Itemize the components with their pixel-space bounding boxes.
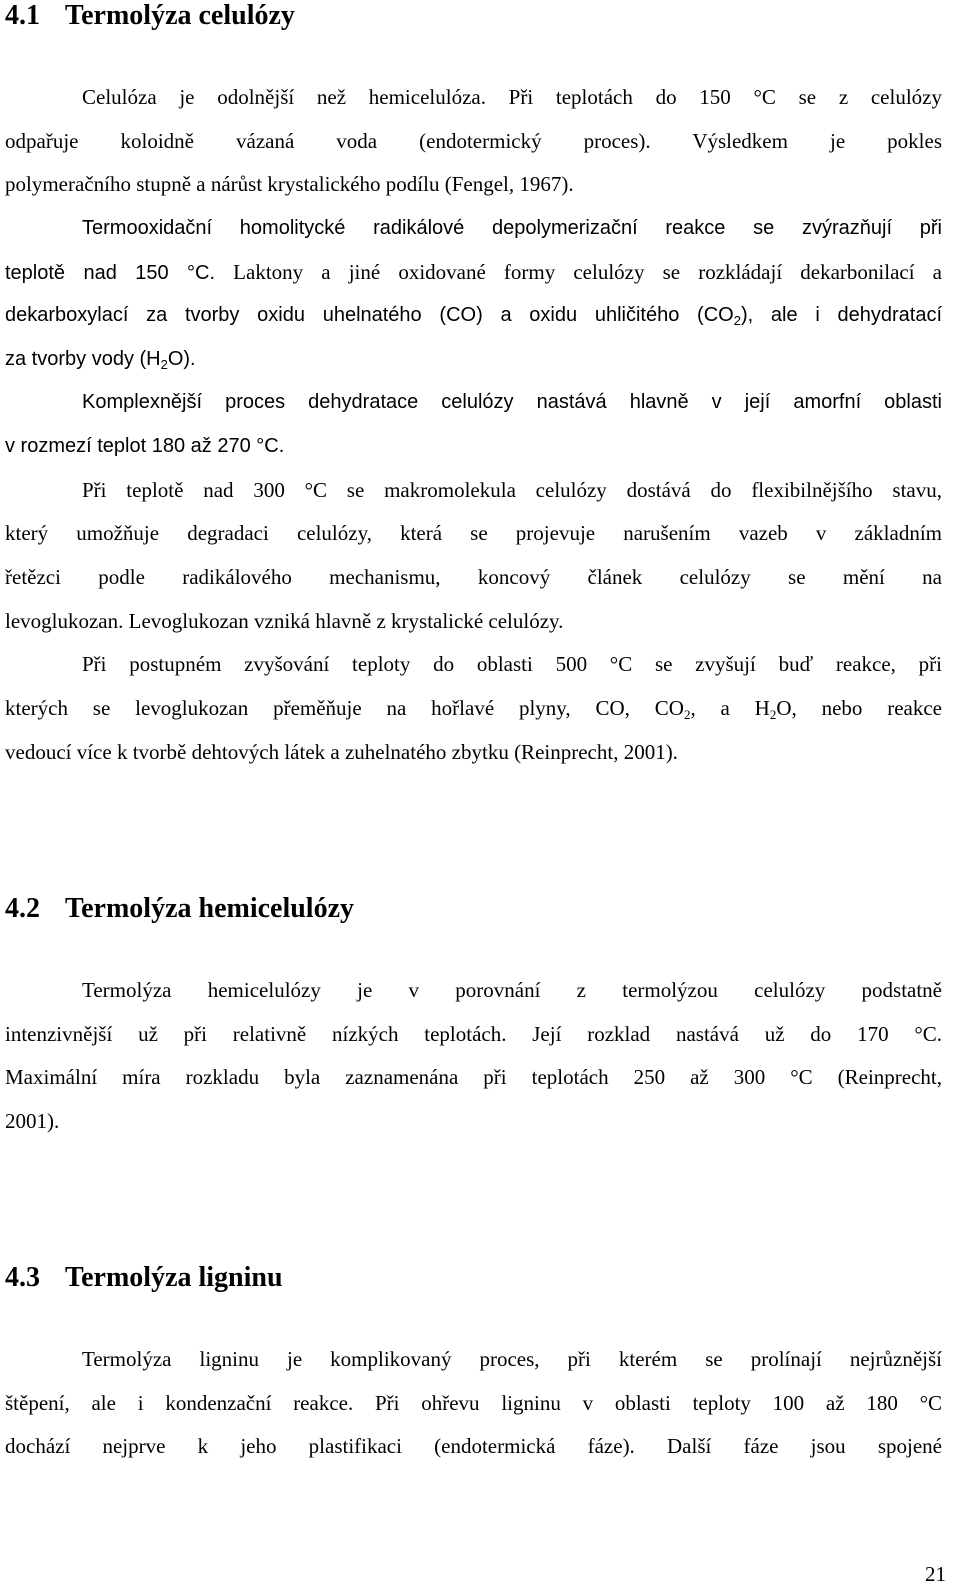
paragraph-line: Při teplotě nad 300 °C se makromolekula celulózy dostává do flexibilnějšího stavu, (82, 478, 942, 502)
paragraph-line: řetězci podle radikálového mechanismu, koncový článek celulózy se mění na (5, 565, 942, 589)
text-span: teplotě nad 150 °C. (5, 262, 216, 284)
paragraph-line: Komplexnější proces dehydratace celulózy nastává hlavně v její amorfní oblasti (82, 391, 942, 413)
section-title: Termolýza ligninu (65, 1262, 283, 1293)
section-heading-4-2 (5, 893, 354, 925)
page-number: 21 (925, 1562, 946, 1586)
section-heading-4-3 (5, 1262, 283, 1294)
text-span: , a H (690, 696, 770, 720)
paragraph-line (5, 694, 942, 722)
paragraph-line: Celulóza je odolnější než hemicelulóza. Při teplotách do 150 °C se z celulózy (82, 85, 942, 109)
paragraph-line: Maximální míra rozkladu byla zaznamenána při teplotách 250 až 300 °C (Reinprecht, (5, 1065, 942, 1089)
text-span: O, nebo reakce (776, 696, 942, 720)
paragraph-line: vedoucí více k tvorbě dehtových látek a zuhelnatého zbytku (Reinprecht, 2001). (5, 740, 678, 764)
subscript: 2 (733, 313, 741, 328)
section-title: Termolýza celulózy (65, 0, 295, 31)
paragraph-line: dochází nejprve k jeho plastifikaci (endotermická fáze). Další fáze jsou spojené (5, 1434, 942, 1458)
text-span: ), ale i dehydratací (740, 304, 943, 326)
text-span: za tvorby vody (H (5, 348, 161, 370)
paragraph-line: odpařuje koloidně vázaná voda (endotermický proces). Výsledkem je pokles (5, 129, 942, 153)
subscript: 2 (769, 707, 777, 722)
section-heading-4-1 (5, 0, 295, 32)
section-number: 4.1 (5, 0, 40, 31)
subscript: 2 (683, 707, 691, 722)
text-span: Laktony a jiné oxidované formy celulózy se rozkládají dekarbonilací a (215, 260, 942, 284)
section-number: 4.2 (5, 893, 40, 924)
paragraph-line: Termooxidační homolitycké radikálové depolymerizační reakce se zvýrazňují při (82, 217, 942, 239)
paragraph-line: Termolýza ligninu je komplikovaný proces, při kterém se prolínají nejrůznější (82, 1347, 942, 1371)
paragraph-line: intenzivnější už při relativně nízkých teplotách. Její rozklad nastává už do 170 °C. (5, 1022, 942, 1046)
paragraph-line: v rozmezí teplot 180 až 270 °C. (5, 435, 285, 457)
paragraph-line (5, 345, 942, 373)
paragraph-line: 2001). (5, 1109, 60, 1133)
text-span: dekarboxylací za tvorby oxidu uhelnatého (CO) a oxidu uhličitého (CO (5, 304, 734, 326)
section-number: 4.3 (5, 1262, 40, 1293)
paragraph-line: polymeračního stupně a nárůst krystalického podílu (Fengel, 1967). (5, 172, 574, 196)
paragraph-line: Při postupném zvyšování teploty do oblasti 500 °C se zvyšují buď reakce, při (82, 652, 942, 676)
paragraph-line: štěpení, ale i kondenzační reakce. Při ohřevu ligninu v oblasti teploty 100 až 180 °C (5, 1391, 942, 1415)
paragraph-line: levoglukozan. Levoglukozan vzniká hlavně z krystalické celulózy. (5, 609, 564, 633)
text-span: kterých se levoglukozan přeměňuje na hořlavé plyny, CO, CO (5, 696, 684, 720)
paragraph-line (5, 258, 942, 287)
section-title: Termolýza hemicelulózy (65, 893, 355, 924)
text-span: O). (167, 348, 196, 370)
paragraph-line (5, 301, 942, 329)
paragraph-line: který umožňuje degradaci celulózy, která se projevuje narušením vazeb v základním (5, 521, 942, 545)
paragraph-line: Termolýza hemicelulózy je v porovnání z termolýzou celulózy podstatně (82, 978, 942, 1002)
subscript: 2 (160, 357, 168, 372)
